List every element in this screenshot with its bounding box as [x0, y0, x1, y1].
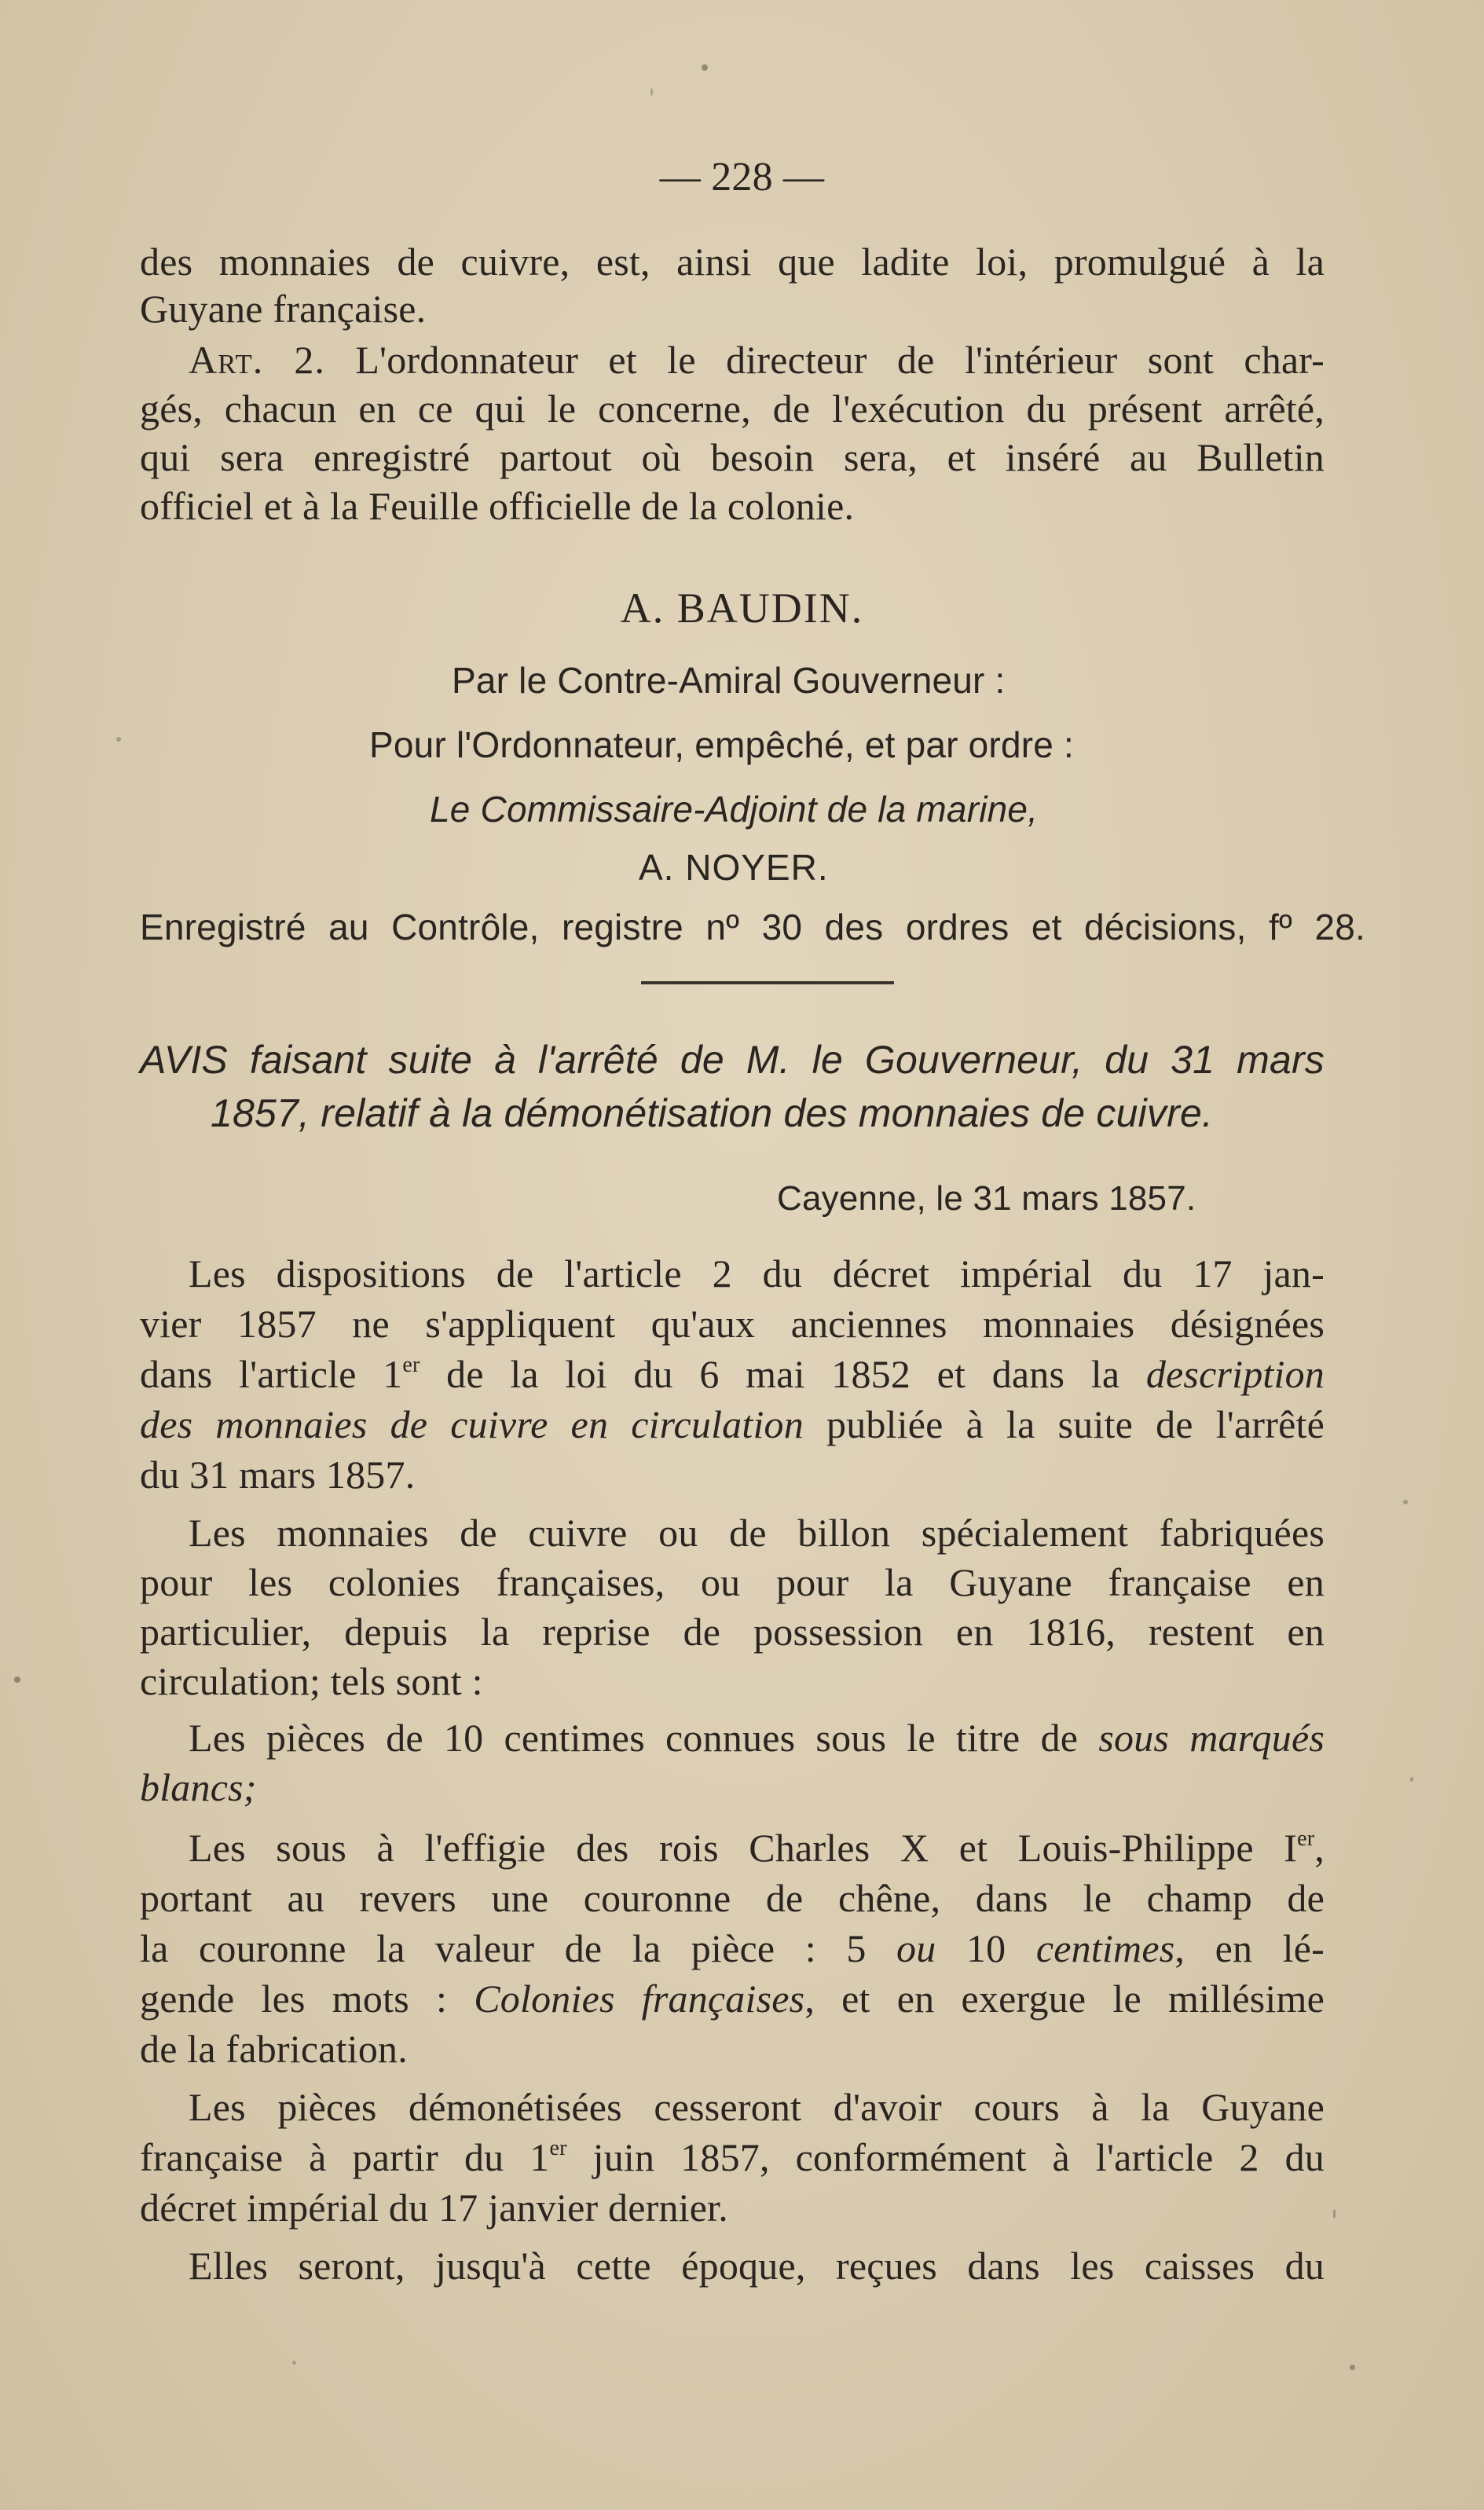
separator-rule	[641, 981, 894, 984]
dateline: Cayenne, le 31 mars 1857.	[777, 1179, 1196, 1218]
text-line: vier 1857 ne s'appliquent qu'aux anciennes monnaies désignées	[140, 1302, 1325, 1346]
avis-title-line-1: AVIS faisant suite à l'arrêté de M. le Gouverneur, du 31 mars	[140, 1038, 1325, 1082]
signature-for: Pour l'Ordonnateur, empêché, et par ordre :	[369, 724, 1074, 765]
article-line	[189, 336, 1325, 385]
text-line: Elles seront, jusqu'à cette époque, reçues dans les caisses du	[189, 2244, 1325, 2288]
text-line	[140, 2134, 1325, 2182]
article-text: L'ordonnateur et le directeur de l'intérieur sont char-	[355, 338, 1325, 382]
text-span: , en lé-	[1174, 1926, 1325, 1970]
page-number: — 228 —	[659, 155, 825, 200]
text-span: la couronne la valeur de la pièce : 5	[140, 1926, 897, 1970]
text-line: pour les colonies françaises, ou pour la Guyane française en	[140, 1560, 1325, 1604]
text-line: Guyane française.	[140, 287, 427, 331]
text-line: de la fabrication.	[140, 2027, 408, 2071]
speck	[1410, 1777, 1413, 1782]
text-line	[140, 1975, 1325, 2024]
text-line	[140, 1925, 1325, 1973]
text-line	[140, 1350, 1325, 1399]
text-line	[189, 1714, 1325, 1763]
text-line: Les dispositions de l'article 2 du décret impérial du 17 jan-	[189, 1251, 1325, 1295]
speck	[1350, 2365, 1355, 2370]
text-span: de la loi du 6 mai 1852 et dans la	[420, 1352, 1146, 1396]
superscript: er	[402, 1353, 420, 1377]
italic-span: Colonies françaises	[474, 1977, 805, 2021]
text-line: du 31 mars 1857.	[140, 1453, 416, 1497]
text-line: officiel et à la Feuille officielle de la colonie.	[140, 484, 855, 528]
text-line: des monnaies de cuivre, est, ainsi que ladite loi, promulgué à la	[140, 240, 1325, 284]
speck	[650, 88, 653, 96]
text-line: décret impérial du 17 janvier dernier.	[140, 2186, 728, 2230]
text-span: Les pièces de 10 centimes connues sous le titre de	[189, 1716, 1099, 1760]
text-line	[140, 1401, 1325, 1449]
text-span: ,	[1314, 1826, 1325, 1870]
speck	[1403, 1500, 1408, 1504]
signature-by: Par le Contre-Amiral Gouverneur :	[452, 660, 1006, 701]
speck	[292, 2361, 296, 2365]
text-line	[189, 1824, 1325, 1873]
text-line: circulation; tels sont :	[140, 1659, 483, 1703]
registration-line: Enregistré au Contrôle, registre nº 30 des ordres et décisions, fº 28.	[140, 907, 1365, 947]
text-line: Les monnaies de cuivre ou de billon spécialement fabriquées	[189, 1511, 1325, 1555]
text-line: Les pièces démonétisées cesseront d'avoir cours à la Guyane	[189, 2085, 1325, 2129]
italic-span: description	[1145, 1352, 1325, 1396]
text-line: particulier, depuis la reprise de possession en 1816, restent en	[140, 1610, 1325, 1654]
italic-span: ou	[896, 1926, 936, 1970]
speck	[116, 737, 121, 742]
superscript: er	[1297, 1827, 1315, 1851]
text-line: portant au revers une couronne de chêne, dans le champ de	[140, 1876, 1325, 1920]
avis-title-line-2: 1857, relatif à la démonétisation des monnaies de cuivre.	[211, 1091, 1214, 1135]
superscript: er	[549, 2136, 567, 2160]
italic-span: des monnaies de cuivre en circulation	[140, 1402, 804, 1446]
text-span: publiée à la suite de l'arrêté	[803, 1402, 1325, 1446]
text-line: qui sera enregistré partout où besoin sera, et inséré au Bulletin	[140, 435, 1325, 479]
text-span: juin 1857, conformément à l'article 2 du	[566, 2135, 1325, 2179]
text-span: 10	[936, 1926, 1036, 1970]
speck	[14, 1676, 20, 1683]
signature-role: Le Commissaire-Adjoint de la marine,	[430, 789, 1039, 830]
text-span: dans l'article 1	[140, 1352, 403, 1396]
text-span: française à partir du 1	[140, 2135, 550, 2179]
italic-span: sous marqués	[1098, 1716, 1325, 1760]
text-line: blancs;	[140, 1765, 257, 1809]
speck	[702, 64, 708, 71]
speck	[1333, 2209, 1336, 2219]
text-span: , et en exergue le millésime	[804, 1977, 1325, 2021]
signature-name-2: A. NOYER.	[639, 847, 829, 888]
text-span: Les sous à l'effigie des rois Charles X et Louis-Philippe I	[189, 1826, 1298, 1870]
article-label: Art. 2.	[189, 338, 325, 382]
italic-span: centimes	[1035, 1926, 1175, 1970]
text-span: gende les mots :	[140, 1977, 475, 2021]
signature-name: A. BAUDIN.	[620, 584, 864, 632]
text-line: gés, chacun en ce qui le concerne, de l'exécution du présent arrêté,	[140, 387, 1325, 431]
